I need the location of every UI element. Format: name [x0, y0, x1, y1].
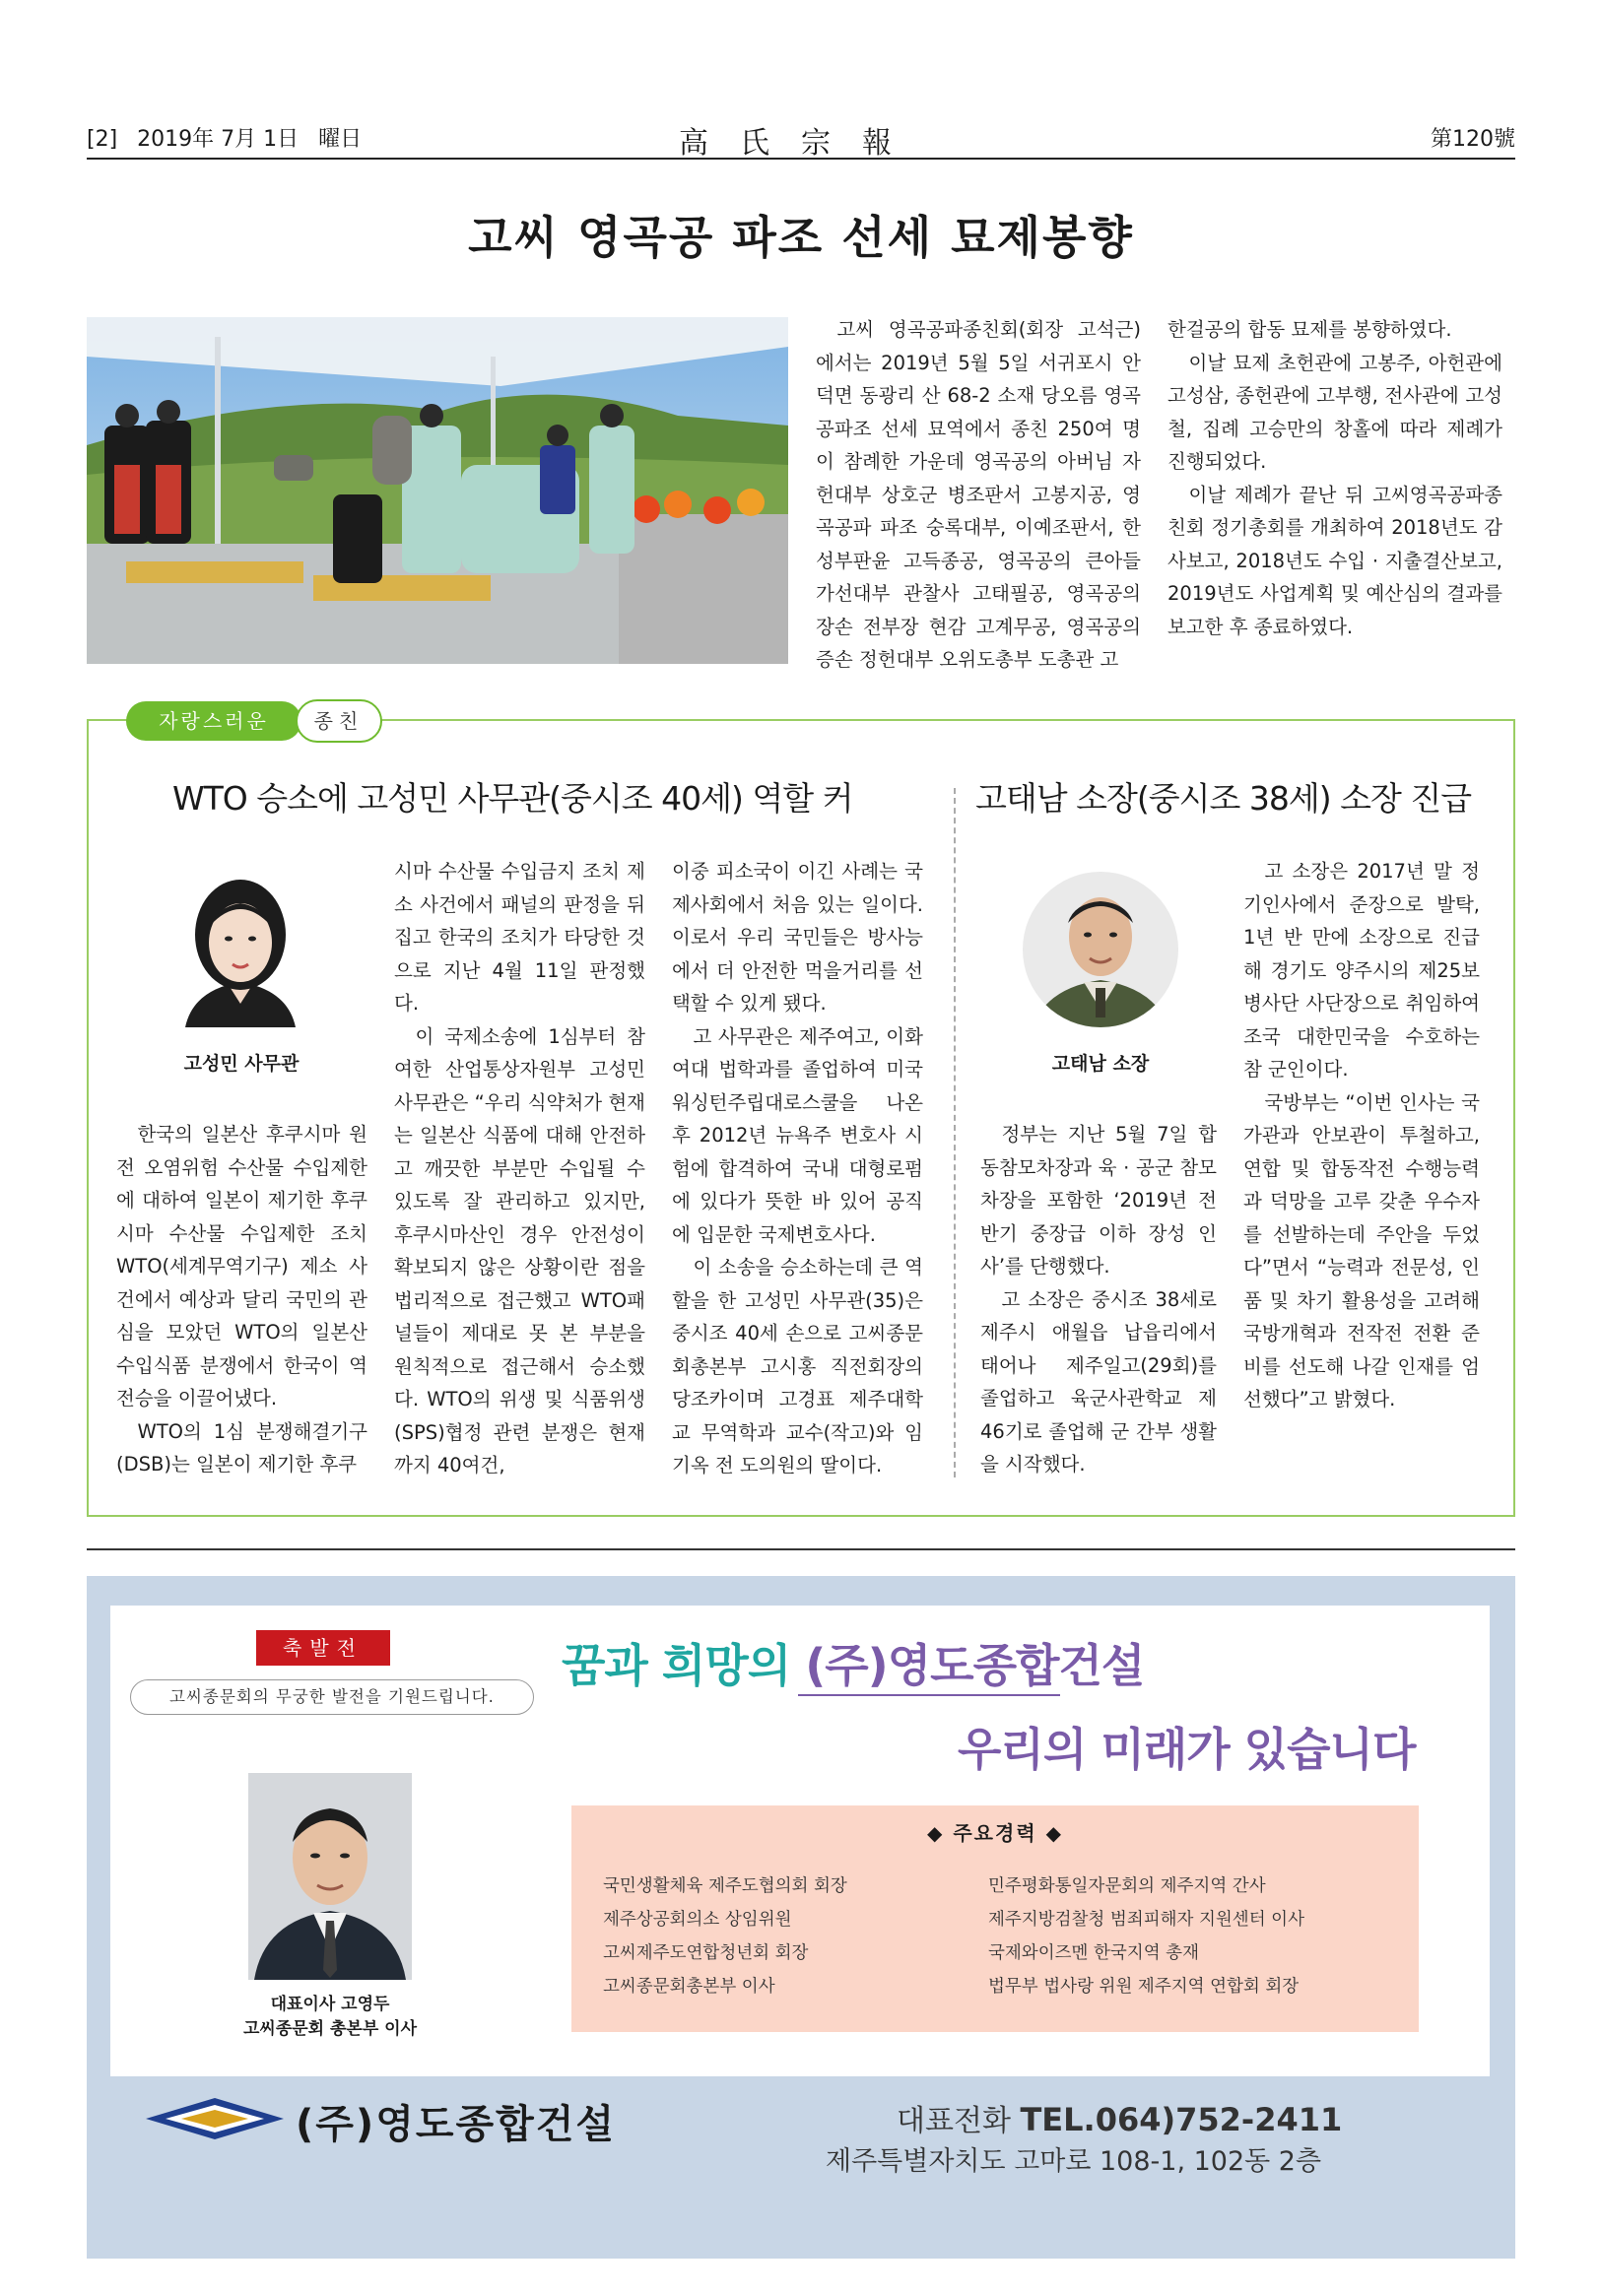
company-logo-icon — [146, 2096, 284, 2141]
article1-paragraph: 이날 묘제 초헌관에 고봉주, 아헌관에 고성삼, 종헌관에 고부행, 전사관에 고성철, 집례 고승만의 창홀에 따라 제례가 진행되었다. — [1167, 351, 1502, 473]
ceremony-photo-illustration — [87, 317, 788, 664]
article2-paragraph: WTO의 1심 분쟁해결기구(DSB)는 일본이 제기한 후쿠 — [116, 1419, 367, 1476]
ad-slogan: 고씨종문회의 무궁한 발전을 기원드립니다. — [130, 1679, 534, 1715]
article3-title: 고태남 소장(중시조 38세) 소장 진급 — [975, 779, 1472, 818]
article1-column-2 — [1167, 313, 1502, 643]
article2-paragraph: 이 소송을 승소하는데 큰 역할을 한 고성민 사무관(35)은 중시조 40세 손으로 고씨종문회총본부 고시홍 직전회장의 당조카이며 고경표 제주대학교 무역학과 교수(작고)와 임기옥 전 도의원의 딸이다. — [672, 1256, 923, 1476]
article3-paragraph: 고 소장은 2017년 말 정기인사에서 준장으로 발탁, 1년 반 만에 소장으로 진급해 경기도 양주시의 제25보병사단 사단장으로 취임하여 조국 대한민국을 수호하는 참 군인이다. — [1243, 860, 1480, 1081]
portrait-ko-seongmin — [175, 872, 305, 1027]
career-item: 민주평화통일자문회의 제주지역 간사 — [988, 1876, 1266, 1896]
ad-headline-2: 우리의 미래가 있습니다 — [958, 1723, 1416, 1776]
ceo-caption-2: 고씨종문회 총본부 이사 — [242, 2019, 418, 2039]
article2-paragraph: 한국의 일본산 후쿠시마 원전 오염위험 수산물 수입제한에 대하여 일본이 제기한 후쿠시마 수산물 수입제한 조치 WTO(세계무역기구) 제소 사건에서 예상과 달리 국민의 관심을 모았던 WTO의 일본산 수입식품 분쟁에서 한국이 역전승을 이끌어냈다. — [116, 1123, 367, 1410]
article1-paragraph: 고씨 영곡공파종친회(회장 고석근)에서는 2019년 5월 5일 서귀포시 안덕면 동광리 산 68-2 소재 당오름 영곡공파조 선세 묘역에서 종친 250여 명이 참례한 가운데 영곡공의 아버님 자헌대부 상호군 병조판서 고봉지공, 영곡공파 파조 숭록대부, 이예조판서, 한성부판윤 고득종공, 영곡공의 큰아들 가선대부 관찰사 고태필공, 영곡공의 장손 전부장 현감 고계무공, 영곡공의 증손 정헌대부 오위도총부 도총관 고 — [816, 318, 1141, 671]
career-item: 고씨종문회총본부 이사 — [603, 1977, 775, 1997]
masthead: 高氏宗報 — [679, 126, 923, 161]
phone-label: 대표전화 — [897, 2104, 1021, 2138]
article1-paragraph: 이날 제례가 끝난 뒤 고씨영곡공파종친회 정기총회를 개최하여 2018년도 감사보고, 2018년도 수입 · 지출결산보고, 2019년도 사업계획 및 예산심의 결과를 보고한 후 종료하였다. — [1167, 483, 1502, 638]
career-list-right — [988, 1870, 1304, 2003]
article2-column-2 — [394, 855, 645, 1482]
article2-paragraph: 시마 수산물 수입금지 조치 제소 사건에서 패널의 판정을 뒤집고 한국의 조치가 타당한 것으로 지난 4월 11일 판정했다. — [394, 860, 645, 1015]
ceo-caption-1: 대표이사 고영두 — [270, 1995, 390, 2014]
career-item: 제주지방검찰청 범죄피해자 지원센터 이사 — [988, 1910, 1304, 1930]
ad-headline-prefix: 꿈과 희망의 — [562, 1639, 806, 1692]
caption-ko-taenam: 고태남 소장 — [1051, 1053, 1150, 1075]
company-phone — [897, 2096, 1342, 2139]
career-item: 제주상공회의소 상임위원 — [603, 1910, 792, 1930]
issue-date: 2019年 7月 1日 — [137, 127, 300, 152]
portrait-ko-taenam-illustration — [1023, 872, 1178, 1027]
company-address: 제주특별자치도 고마로 108-1, 102동 2층 — [826, 2146, 1322, 2177]
career-list-left — [603, 1870, 847, 2003]
ad-headline-company: (주)영도종합건설 — [805, 1639, 1145, 1692]
ad-headline — [562, 1630, 1144, 1695]
article2-paragraph: 이 국제소송에 1심부터 참여한 산업통상자원부 고성민 사무관은 “우리 식약처가 현재는 일본산 식품에 대해 안전하고 깨끗한 부분만 수입될 수 있도록 잘 관리하고 있지만, 후쿠시마산인 경우 안전성이 확보되지 않은 상황이란 점을 법리적으로 접근했고 WTO패널들이 제대로 못 본 부분을 원칙적으로 접근해서 승소했다. WTO의 위생 및 식품위생(SPS)협정 관련 분쟁은 현재까지 40여건, — [394, 1024, 645, 1476]
career-item: 국제와이즈멘 한국지역 총재 — [988, 1943, 1199, 1963]
issue-number: 第120號 — [1431, 127, 1515, 152]
article2-paragraph: 이중 피소국이 이긴 사례는 국제사회에서 처음 있는 일이다. 이로서 우리 국민들은 방사능에서 더 안전한 먹을거리를 선택할 수 있게 됐다. — [672, 860, 923, 1015]
article3-paragraph: 고 소장은 중시조 38세로 제주시 애월읍 납읍리에서 태어나 제주일고(29회)를 졸업하고 육군사관학교 제46기로 졸업해 군 간부 생활을 시작했다. — [980, 1287, 1217, 1476]
page-number: [2] — [87, 127, 118, 152]
page-header — [87, 118, 1515, 160]
feature-tag: 자랑스러운 — [126, 701, 301, 741]
caption-ko-seongmin: 고성민 사무관 — [183, 1053, 300, 1075]
ceo-photo — [248, 1773, 412, 1980]
article3-paragraph: 정부는 지난 5월 7일 합동참모차장과 육 · 공군 참모차장을 포함한 ‘2019년 전반기 중장급 이하 장성 인사’를 단행했다. — [980, 1123, 1217, 1278]
career-item: 국민생활체육 제주도협의회 회장 — [603, 1876, 847, 1896]
article1-column-1 — [816, 313, 1141, 677]
article2-column-3 — [672, 855, 923, 1482]
article3-column-1 — [980, 1118, 1217, 1481]
career-item: 고씨제주도연합청년회 회장 — [603, 1943, 809, 1963]
article1-title: 고씨 영곡공 파조 선세 묘제봉향 — [468, 211, 1134, 264]
career-item: 법무부 법사랑 위원 제주지역 연합회 회장 — [988, 1977, 1300, 1997]
company-name: (주)영도종합건설 — [296, 2102, 617, 2147]
career-title: ◆ 주요경력 ◆ — [927, 1821, 1063, 1845]
article2-paragraph: 고 사무관은 제주여고, 이화여대 법학과를 졸업하여 미국 워싱턴주립대로스쿨을 나온 후 2012년 뉴욕주 변호사 시험에 합격하여 국내 대형로펌에 있다가 뜻한 바 있어 공직에 입문한 국제변호사다. — [672, 1024, 923, 1246]
article3-paragraph: 국방부는 “이번 인사는 국가관과 안보관이 투철하고, 연합 및 합동작전 수행능력과 덕망을 고루 갖춘 우수자를 선발하는데 주안을 두었다”면서 “능력과 전문성, 인품 및 차기 활용성을 고려해 국방개혁과 전작전 전환 준비를 선도해 나갈 인재를 엄선했다”고 밝혔다. — [1243, 1090, 1480, 1410]
article1-paragraph: 한걸공의 합동 묘제를 봉향하였다. — [1167, 318, 1452, 341]
feature-tag-circle: 종친 — [296, 699, 382, 743]
section-divider — [87, 1548, 1515, 1550]
issue-weekday: 曜日 — [318, 127, 363, 152]
portrait-ko-seongmin-illustration — [175, 872, 305, 1027]
article2-title: WTO 승소에 고성민 사무관(중시조 40세) 역할 커 — [172, 779, 853, 818]
portrait-ko-taenam — [1023, 872, 1178, 1027]
article3-column-2 — [1243, 855, 1480, 1416]
ceo-photo-illustration — [248, 1773, 412, 1980]
column-divider — [954, 788, 956, 1477]
article2-column-1 — [116, 1118, 367, 1481]
ad-headline-underline — [798, 1694, 1060, 1696]
phone-number: TEL.064)752-2411 — [1020, 2101, 1343, 2138]
ad-celebration-tag: 축발전 — [256, 1630, 390, 1666]
ceremony-photo — [87, 317, 788, 664]
